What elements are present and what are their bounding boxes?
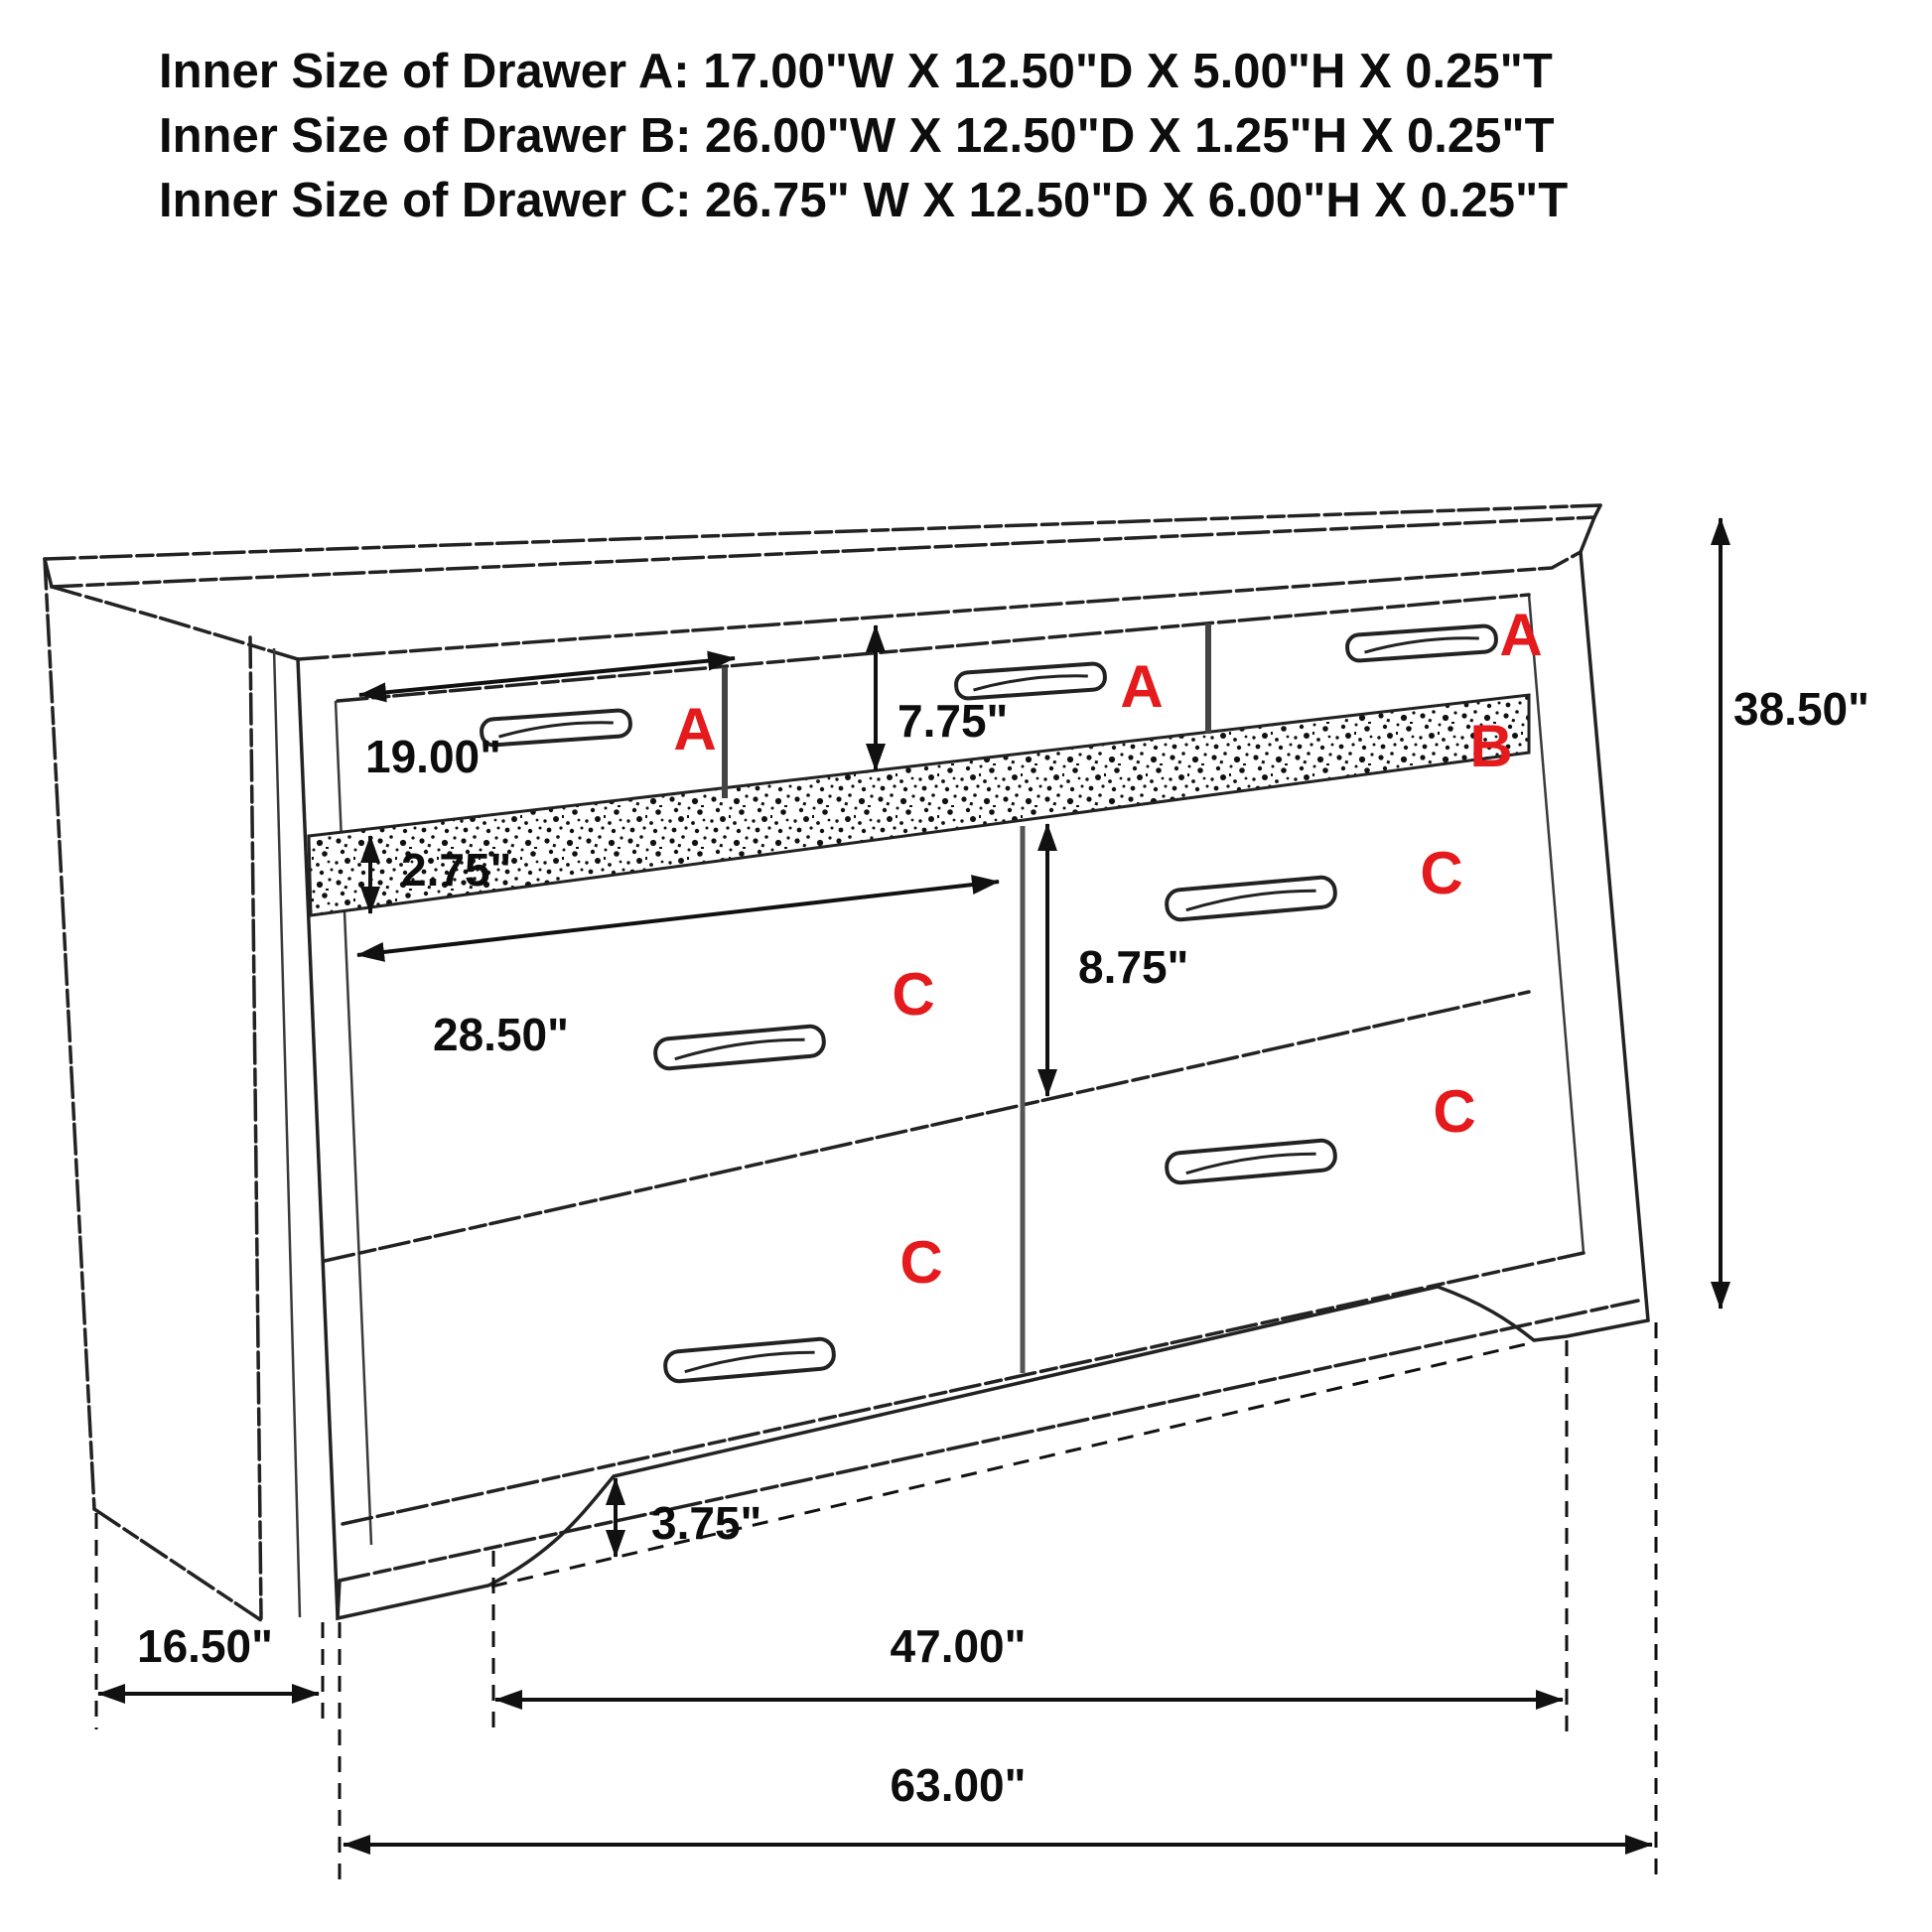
drawer-c-right-bottom-handle [1166, 1140, 1336, 1184]
feet-outline [338, 1287, 1648, 1618]
drawer-c-left-bottom-handle [664, 1338, 835, 1383]
drawer-a3-label: A [1499, 602, 1543, 668]
arrow-drawer-a-width [359, 658, 735, 695]
header-line-drawer-b: Inner Size of Drawer B: 26.00"W X 12.50"D X 1.25"H X 0.25"T [159, 109, 1555, 163]
dim-foot-height: 3.75" [651, 1497, 762, 1549]
face-left-edge [298, 659, 338, 1616]
dim-overall-width: 63.00" [890, 1759, 1027, 1811]
dim-drawer-a-width: 19.00" [365, 731, 501, 782]
dim-width-between-feet: 47.00" [890, 1620, 1027, 1672]
side-back-edge [45, 559, 94, 1509]
drawer-c-left-top-label: C [892, 961, 935, 1028]
molding-bottom-line [340, 1301, 1638, 1581]
drawer-b-label: B [1469, 713, 1513, 779]
top-left-overhang [52, 587, 298, 659]
drawer-a1-label: A [673, 696, 717, 762]
drawer-c-left-bottom-label: C [899, 1229, 943, 1296]
drawer-c-right-top-handle [1166, 877, 1336, 921]
base-and-feet [338, 1287, 1648, 1618]
left-side-panel [45, 559, 300, 1620]
dim-drawer-a-height: 7.75" [897, 695, 1009, 747]
drawer-c-right-top-label: C [1420, 840, 1463, 906]
dim-drawer-c-width: 28.50" [433, 1009, 569, 1060]
dim-drawer-c-height: 8.75" [1078, 941, 1189, 993]
dresser-drawing [45, 505, 1648, 1620]
top-right-end [1581, 505, 1600, 552]
face-frame-left-line [274, 648, 300, 1617]
face-inner-right-edge [1529, 595, 1584, 1253]
side-bottom-edge [94, 1509, 261, 1620]
dim-depth: 16.50" [137, 1620, 273, 1672]
drawer-a1-handle [481, 710, 630, 746]
header-line-drawer-c: Inner Size of Drawer C: 26.75" W X 12.50"D X 6.00"H X 0.25"T [159, 174, 1569, 227]
face-right-edge [1581, 552, 1648, 1320]
header-text-block [159, 45, 1568, 227]
drawer-c-right-bottom-label: C [1433, 1078, 1476, 1145]
drawer-a2-handle [955, 663, 1105, 699]
dim-drawer-b-height: 2.75" [401, 844, 512, 896]
dimension-annotations [96, 518, 1869, 1880]
dim-overall-height: 38.50" [1733, 683, 1869, 735]
face-inner-left-edge [336, 701, 371, 1545]
drawer-c-left-top-handle [654, 1026, 825, 1070]
drawer-a2-label: A [1120, 653, 1164, 720]
drawer-a3-handle [1346, 625, 1496, 661]
side-front-edge [250, 637, 261, 1618]
rail-top-edge [343, 1253, 1584, 1524]
header-line-drawer-a: Inner Size of Drawer A: 17.00"W X 12.50"D X 5.00"H X 0.25"T [159, 45, 1553, 98]
